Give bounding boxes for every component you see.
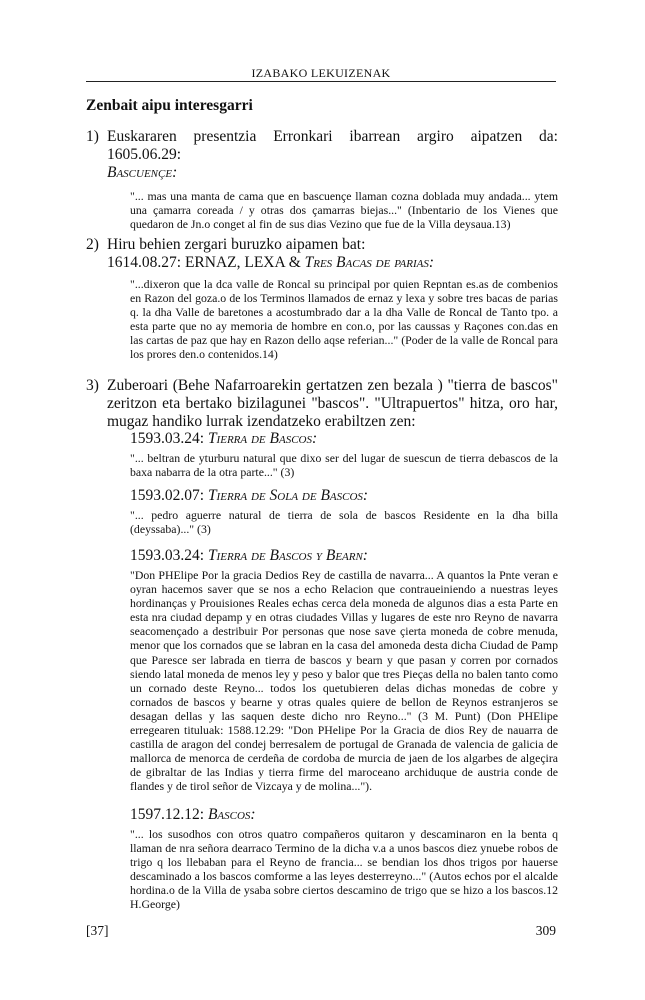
entry-3 (86, 547, 558, 794)
entry-date: 1593.03.24: (130, 430, 205, 447)
footer-page-ref: [37] (86, 923, 109, 938)
quote (130, 827, 558, 912)
quote-text: "...dixeron que la dca valle de Roncal su principal por quien Repntan es.as de combenios en Razon del goza.o de los Terminos llamados de ernaz y lexa y sobre tres bacas de parias q. la dha Valle de baretones a acostumbrado dar a la dha Valle de Roncal de Tanto tpo. a esta parte que no ay memoria de hombre en con.o, por las caussas y Raçones con.das en las cartas de paz que hay en Razon dello aqse referian..." (Poder de la valle de Roncal para los prores den.o contenidos.14) (130, 277, 558, 362)
quote (130, 189, 558, 231)
entry-date: 1597.12.12: (130, 806, 205, 823)
list-item-2 (86, 236, 558, 362)
term: Tres Bacas de parias: (304, 254, 434, 271)
quote-text: "... pedro aguerre natural de tierra de sola de bascos Residente en la dha billa (deyssaba)..." (3) (130, 508, 558, 537)
header-rule (86, 81, 556, 82)
entry-4 (86, 806, 558, 912)
list-item-3 (86, 377, 558, 431)
entry-term: Tierra de Bascos y Bearn: (207, 547, 368, 564)
entry-term: Tierra de Sola de Bascos: (207, 487, 369, 504)
term: Bascuençe: (107, 164, 178, 181)
entry-term: Bascos: (207, 806, 256, 823)
section-heading: Zenbait aipu interesgarri (86, 97, 253, 114)
item-number: 3) (86, 377, 99, 394)
quote (130, 277, 558, 362)
entry-label (130, 806, 558, 824)
quote-text: "... los susodhos con otros quatro compañeros quitaron y descaminaron en la benta q llaman de nra señora dearraco Termino de la dicha v.a a unos bascos diez ynuebe robos de trigo q los llebaban para el Reyno de francia... se bendian los dhos trigos por hauerse descaminado a los bascos comforme a las leyes desterreyno..." (Autos echos por el alcalde hordina.o de la Villa de ysaba sobre ciertos descamino de trigo que se hizo a los bascos.12 H.George) (130, 827, 558, 912)
entry-label (130, 430, 558, 448)
item-number: 1) (86, 128, 99, 145)
quote-text: "... beltran de yturburu natural que dixo ser del lugar de suescun de tierra debascos de la baxa nabarra de la otra parte..." (3) (130, 451, 558, 480)
item-text: Hiru behien zergari buruzko aipamen bat: (107, 236, 366, 253)
entry-term: Tierra de Bascos: (207, 430, 318, 447)
date: 1614.08.27: (107, 254, 182, 271)
entry-2 (86, 487, 558, 536)
entry-label (130, 547, 558, 565)
entry-label (130, 487, 558, 505)
entry-date: 1593.02.07: (130, 487, 205, 504)
quote (130, 568, 558, 794)
item-number: 2) (86, 236, 99, 253)
item-text: Zuberoari (Behe Nafarroarekin gertatzen zen bezala ) "tierra de bascos" zeritzon eta bertako bizilagunei "bascos". "Ultrapuertos" hitza, oro har, mugaz handiko lurrak izendatzeko erabiltzen zen: (107, 377, 558, 430)
item-text: Euskararen presentzia Erronkari ibarrean argiro aipatzen da: 1605.06.29: (107, 128, 558, 163)
quote-text: "Don PHElipe Por la gracia Dedios Rey de castilla de navarra... A quantos la Pnte veran e oyran hacemos saver que se nos a echo Relacion que contraueiniendo a nuestras leyes hordinanças y Prouisiones Reales echas cerca dela moneda de algunos dias a esta Parte en esta nra ciudad depamp y en otras ciudades Villas y lugares de este nro Reyno de navarra seacomençado a destribuir Por personas que nose save çierta moneda de cobre menuda, menor que los cornados que se labran en la casa del amoneda desta dicha Ciudad de Pamp que Paresce ser labrada en tierra de bascos y bearn y que pasan y corren por cornados siendo latal moneda de menos ley y peso y balor que tres Pieças della no balen tanto como un cornado deste Reyno... todos los quetubieren delas dichas monedas de cobre y cornados de bascos y bearne y otras quales quiere de bellon de Reynos estranjeros se desagan dellas y las saquen deste dicho nro Reyno..." (3 M. Punt) (Don PHElipe erregearen tituluak: 1588.12.29: "Don PHelipe Por la Gracia de dios Rey de nauarra de castilla de aragon del condej berresalem de portugal de Granada de valencia de galicia de mallorca de menorca de cerdeña de cordoba de murcia de jaen de los algarbes de algeçira de gibraltar de las Indias y tierra firme del maroceano archiduque de austria conde de flandes y de tirol señor de Vizcaya y de molina..."). (130, 568, 558, 794)
list-item-1 (86, 128, 558, 231)
page-number: 309 (535, 923, 556, 938)
names: ERNAZ, LEXA & (184, 254, 301, 271)
quote (130, 508, 558, 536)
entry-1 (86, 430, 558, 479)
term-label (107, 164, 558, 182)
running-head: IZABAKO LEKUIZENAK (251, 66, 391, 80)
quote-text: "... mas una manta de cama que en bascuençe llaman cozna doblada muy andada... ytem una çamarra coreada / y otras dos çamarras biejas..." (Inbentario de los Vienes que quedaron de Jn.o conget al fin de sus dias Vezino que fue de la Villa deysaua.13) (130, 189, 558, 232)
quote (130, 451, 558, 479)
dated-label (107, 254, 558, 272)
entry-date: 1593.03.24: (130, 547, 205, 564)
